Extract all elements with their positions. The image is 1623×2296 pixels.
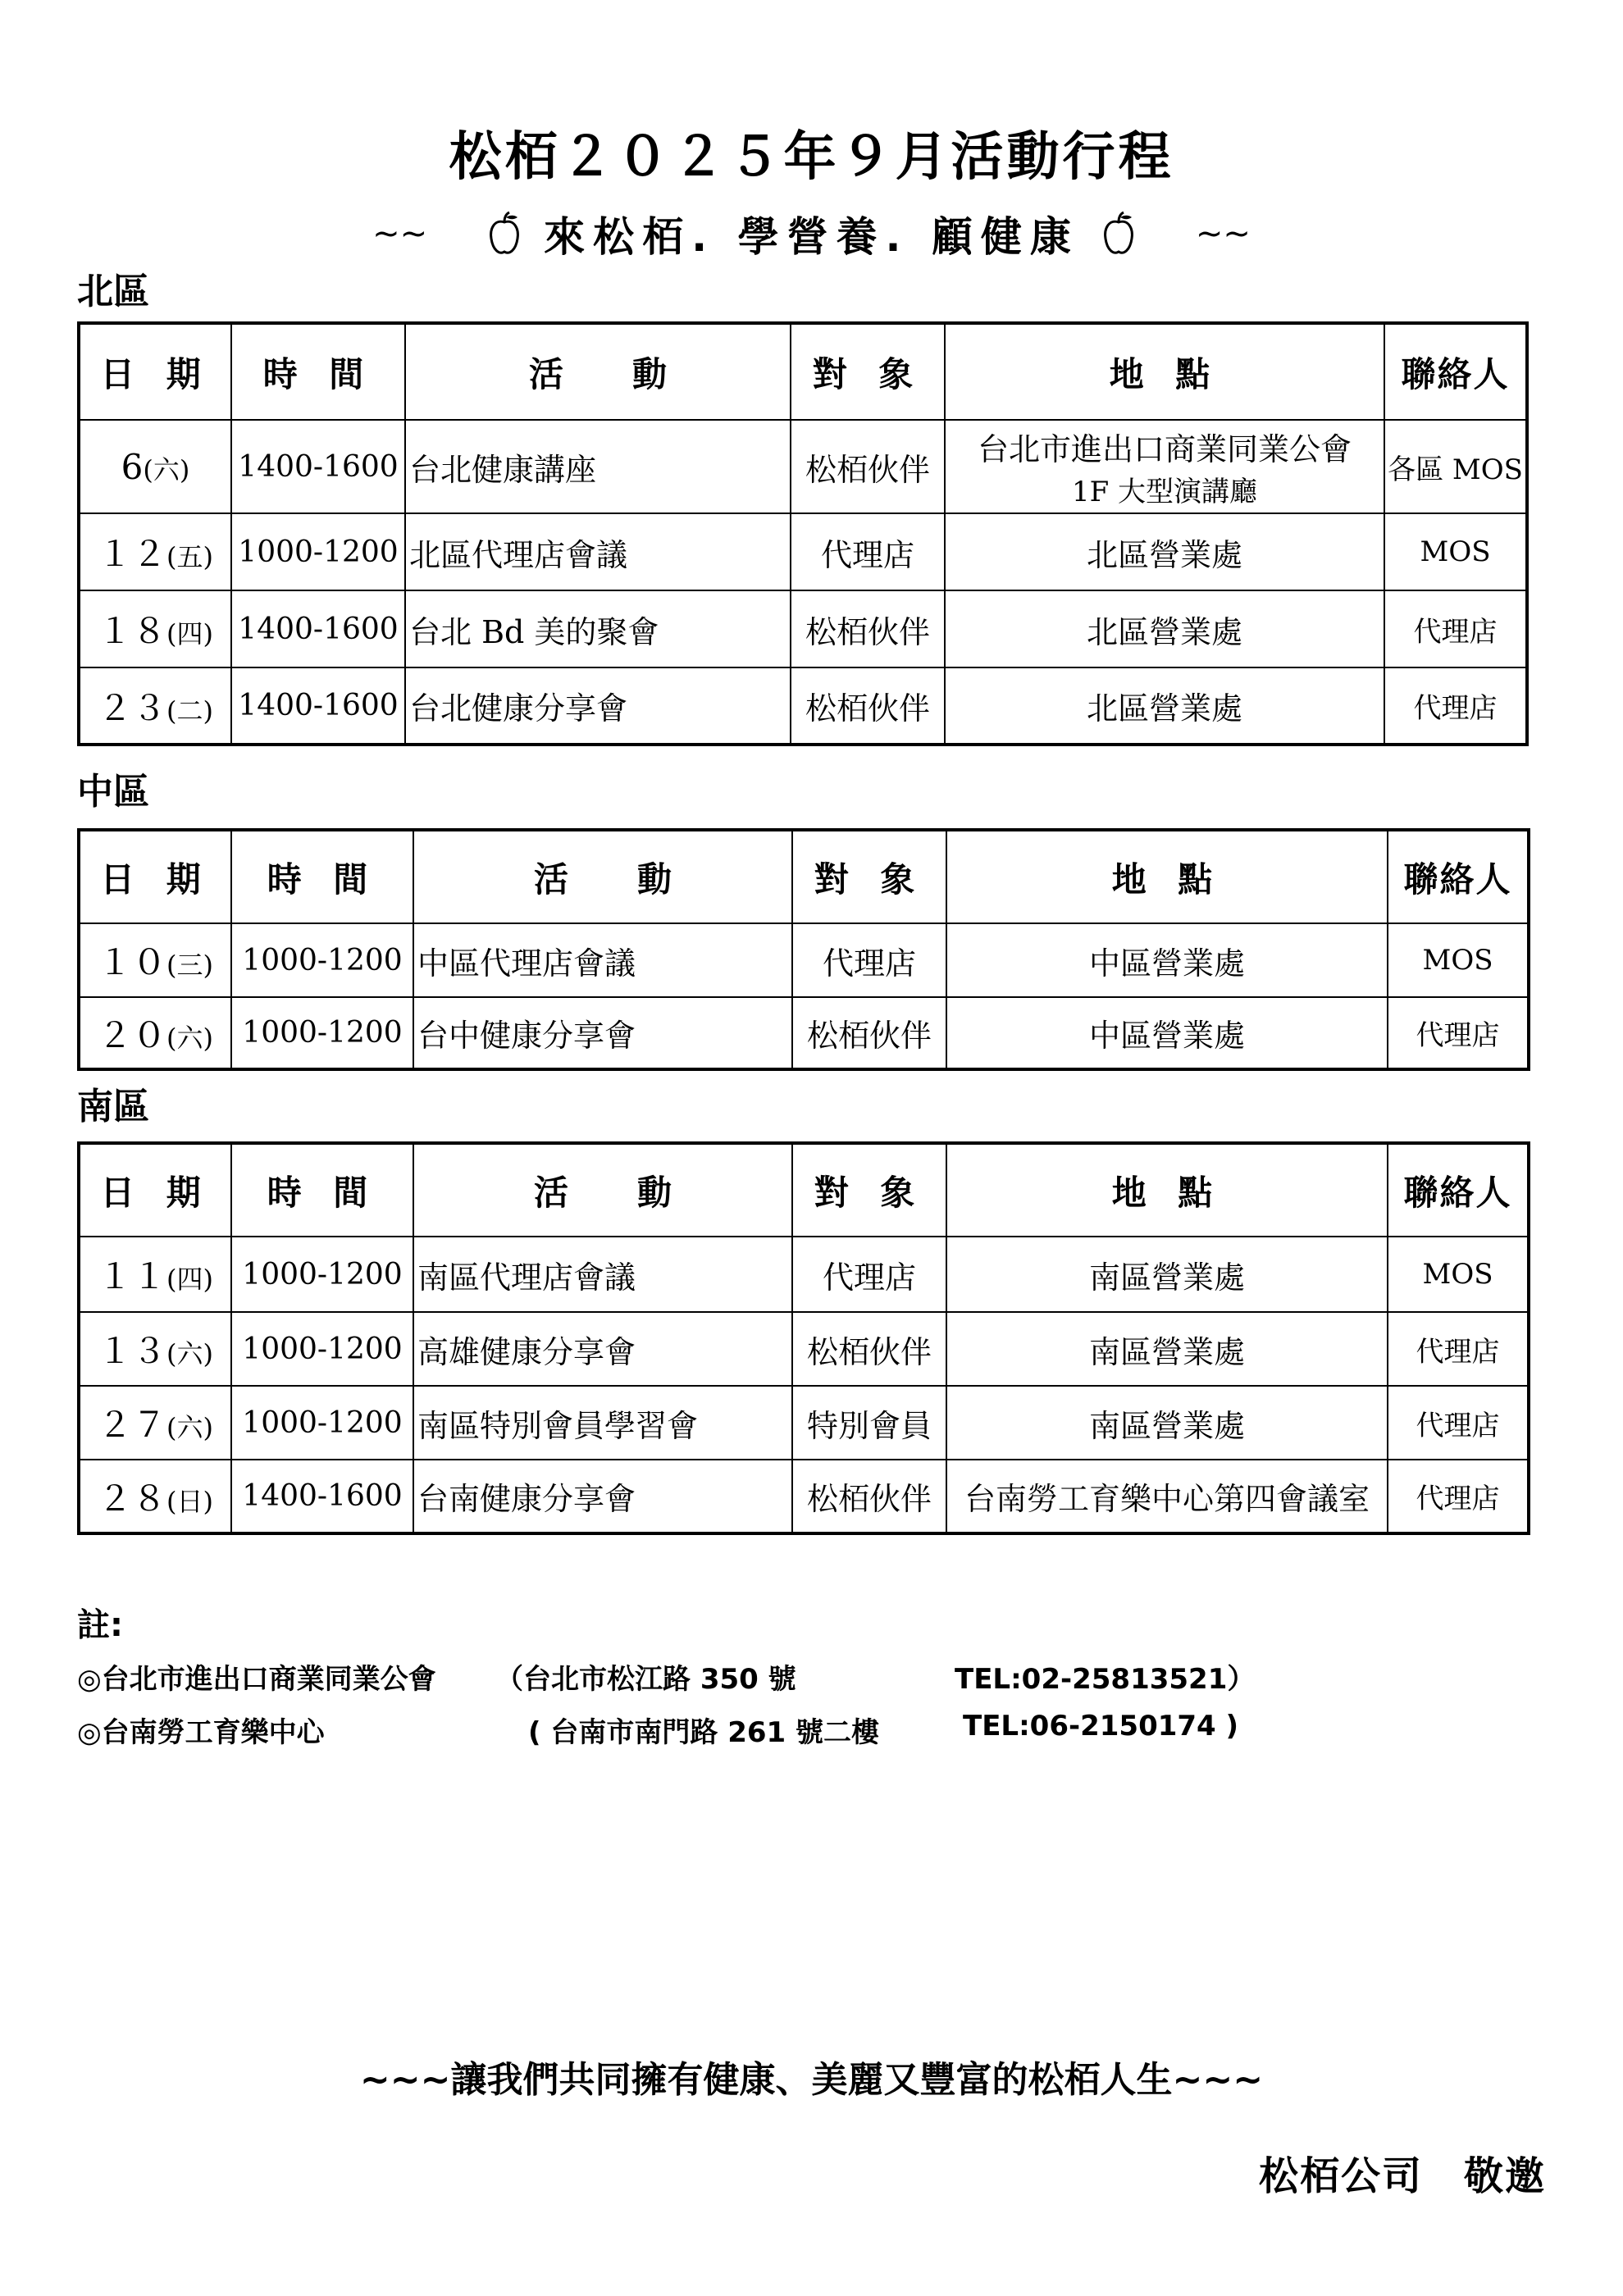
cell-activity: 南區代理店會議 [413, 1237, 792, 1312]
cell-activity: 中區代理店會議 [413, 923, 792, 997]
header-contact: 聯絡人 [1384, 323, 1527, 420]
cell-location [946, 1312, 1388, 1386]
header-activity: 活 動 [405, 323, 791, 420]
cell-target: 特別會員 [792, 1386, 946, 1460]
date-weekday: (二) [166, 695, 213, 727]
cell-date [79, 997, 231, 1069]
cell-time: 1000-1200 [231, 997, 413, 1069]
date-weekday: (四) [166, 618, 213, 649]
cell-time: 1000-1200 [231, 513, 405, 590]
table-row [79, 1237, 1529, 1312]
schedule-table-central [77, 828, 1530, 1071]
date-day: １１ [98, 1256, 167, 1296]
cell-target: 松栢伙伴 [792, 1460, 946, 1533]
cell-contact: MOS [1388, 923, 1529, 997]
cell-contact: 代理店 [1388, 997, 1529, 1069]
location-line: 中區營業處 [1088, 945, 1245, 982]
cell-activity: 南區特別會員學習會 [413, 1386, 792, 1460]
date-weekday: (三) [166, 950, 213, 981]
date-weekday: (六) [166, 1338, 213, 1369]
cell-time: 1000-1200 [231, 1386, 413, 1460]
cell-location [946, 1386, 1388, 1460]
cell-activity: 台北健康講座 [405, 420, 791, 513]
location-line: 台北市進出口商業同業公會 [977, 431, 1352, 467]
cell-contact: 代理店 [1388, 1386, 1529, 1460]
cell-location [945, 590, 1384, 667]
region-title-central: 中區 [77, 771, 149, 813]
date-weekday: (六) [166, 1022, 213, 1054]
date-day: ２８ [98, 1478, 167, 1519]
note-venue-tel: TEL:02-25813521） [955, 1663, 1256, 1696]
cell-location [946, 923, 1388, 997]
subtitle [0, 205, 1623, 262]
location-line: 北區營業處 [1086, 613, 1242, 650]
cell-location [946, 1237, 1388, 1312]
subtitle-tilde-left: ~~ [372, 215, 428, 253]
date-day: １２ [98, 534, 167, 574]
header-date: 日 期 [79, 830, 231, 923]
location-line-2: 1F 大型演講廳 [1071, 476, 1258, 508]
header-time: 時 間 [231, 323, 405, 420]
cell-activity: 北區代理店會議 [405, 513, 791, 590]
apple-icon [488, 211, 521, 257]
date-weekday: (日) [166, 1485, 213, 1517]
header-contact: 聯絡人 [1388, 830, 1529, 923]
cell-date [79, 1237, 231, 1312]
header-time: 時 間 [231, 1143, 413, 1237]
date-day: １０ [98, 942, 167, 982]
cell-activity: 台中健康分享會 [413, 997, 792, 1069]
cell-activity: 台北健康分享會 [405, 667, 791, 745]
cell-location [946, 1460, 1388, 1533]
page-title: 松栢２０２５年９月活動行程 [449, 127, 1174, 188]
cell-contact: MOS [1388, 1237, 1529, 1312]
cell-location [946, 997, 1388, 1069]
header-date: 日 期 [79, 1143, 231, 1237]
header-target: 對 象 [792, 830, 946, 923]
cell-location [945, 667, 1384, 745]
cell-contact: 代理店 [1384, 590, 1527, 667]
table-row [79, 997, 1529, 1069]
cell-date [79, 923, 231, 997]
cell-time: 1400-1600 [231, 1460, 413, 1533]
date-weekday: (四) [166, 1264, 213, 1295]
location-line: 中區營業處 [1088, 1018, 1245, 1054]
table-row [79, 590, 1527, 667]
table-row [79, 1312, 1529, 1386]
cell-time: 1400-1600 [231, 420, 405, 513]
subtitle-text: 來松栢. 學營養. 顧健康 [544, 213, 1079, 261]
header-target: 對 象 [792, 1143, 946, 1237]
note-venue-tel: TEL:06-2150174 ) [963, 1710, 1239, 1742]
note-venue-name: ◎台南勞工育樂中心 [77, 1716, 325, 1749]
note-venue-address: ( 台南市南門路 261 號二樓 [528, 1716, 880, 1749]
header-activity: 活 動 [413, 1143, 792, 1237]
cell-target: 松栢伙伴 [792, 997, 946, 1069]
header-location: 地 點 [946, 830, 1388, 923]
signature: 松栢公司 敬邀 [1258, 2153, 1546, 2199]
cell-target: 代理店 [792, 923, 946, 997]
cell-target: 松栢伙伴 [791, 590, 945, 667]
date-weekday: (五) [166, 541, 213, 572]
cell-time: 1000-1200 [231, 1237, 413, 1312]
table-row [79, 513, 1527, 590]
region-title-north: 北區 [77, 271, 149, 312]
cell-contact: 代理店 [1388, 1312, 1529, 1386]
location-line: 北區營業處 [1086, 690, 1242, 727]
schedule-table-south [77, 1141, 1530, 1535]
cell-date [79, 420, 231, 513]
cell-activity: 台南健康分享會 [413, 1460, 792, 1533]
note-venue-address: （台北市松江路 350 號 [495, 1663, 796, 1696]
schedule-table-north [77, 321, 1529, 746]
subtitle-tilde-right: ~~ [1195, 215, 1251, 253]
header-time: 時 間 [231, 830, 413, 923]
table-header-row [79, 1143, 1529, 1237]
cell-date [79, 1386, 231, 1460]
location-line: 南區營業處 [1088, 1259, 1245, 1296]
header-contact: 聯絡人 [1388, 1143, 1529, 1237]
date-day: ２０ [98, 1014, 167, 1055]
date-weekday: (六) [166, 1412, 213, 1443]
date-day: １３ [98, 1331, 167, 1371]
cell-target: 代理店 [791, 513, 945, 590]
cell-date [79, 513, 231, 590]
date-day: 6 [121, 446, 144, 487]
cell-date [79, 1460, 231, 1533]
location-line: 南區營業處 [1088, 1407, 1245, 1444]
cell-time: 1000-1200 [231, 1312, 413, 1386]
table-row [79, 1460, 1529, 1533]
cell-target: 代理店 [792, 1237, 946, 1312]
apple-icon [1102, 211, 1135, 257]
table-row [79, 420, 1527, 513]
header-activity: 活 動 [413, 830, 792, 923]
table-row [79, 667, 1527, 745]
header-location: 地 點 [945, 323, 1384, 420]
table-row [79, 1386, 1529, 1460]
cell-location [945, 420, 1384, 513]
date-day: ２３ [98, 687, 167, 728]
slogan: ~~~讓我們共同擁有健康、美麗又豐富的松栢人生~~~ [359, 2059, 1264, 2101]
cell-contact: 各區 MOS [1384, 420, 1527, 513]
location-line: 南區營業處 [1088, 1333, 1245, 1370]
cell-time: 1000-1200 [231, 923, 413, 997]
date-day: ２７ [98, 1405, 167, 1445]
header-target: 對 象 [791, 323, 945, 420]
cell-target: 松栢伙伴 [791, 420, 945, 513]
date-weekday: (六) [143, 453, 190, 485]
region-title-south: 南區 [77, 1086, 149, 1128]
cell-time: 1400-1600 [231, 667, 405, 745]
header-location: 地 點 [946, 1143, 1388, 1237]
cell-date [79, 667, 231, 745]
location-line: 北區營業處 [1086, 536, 1242, 573]
cell-date [79, 1312, 231, 1386]
location-line: 台南勞工育樂中心第四會議室 [964, 1481, 1370, 1517]
cell-contact: 代理店 [1388, 1460, 1529, 1533]
cell-target: 松栢伙伴 [791, 667, 945, 745]
cell-target: 松栢伙伴 [792, 1312, 946, 1386]
table-header-row [79, 830, 1529, 923]
cell-contact: 代理店 [1384, 667, 1527, 745]
cell-date [79, 590, 231, 667]
cell-activity: 高雄健康分享會 [413, 1312, 792, 1386]
notes-label: 註: [77, 1606, 123, 1644]
table-header-row [79, 323, 1527, 420]
cell-time: 1400-1600 [231, 590, 405, 667]
cell-location [945, 513, 1384, 590]
cell-contact: MOS [1384, 513, 1527, 590]
note-venue-name: ◎台北市進出口商業同業公會 [77, 1663, 436, 1696]
cell-activity: 台北 Bd 美的聚會 [405, 590, 791, 667]
header-date: 日 期 [79, 323, 231, 420]
table-row [79, 923, 1529, 997]
date-day: １８ [98, 611, 167, 651]
